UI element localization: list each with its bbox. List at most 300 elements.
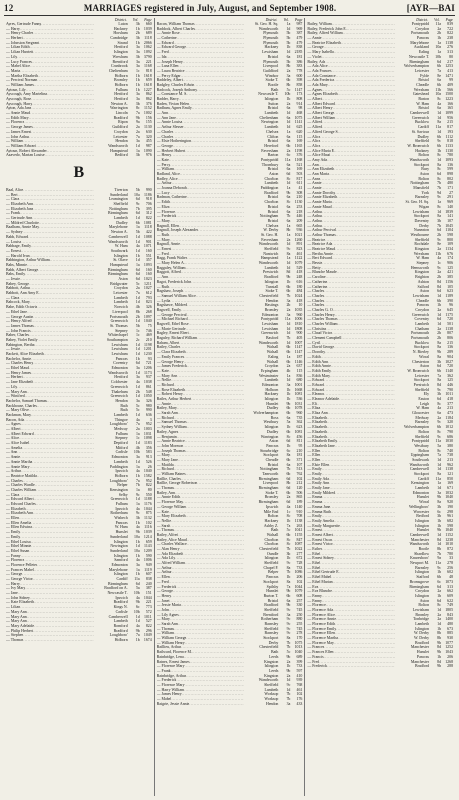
entry-district: Wandsworth (258, 26, 279, 31)
entry-name: — Mildred Charlotte (6, 220, 39, 225)
entry-volume: 7b (286, 293, 291, 298)
entry-district: Windsor (265, 73, 279, 78)
entry-name: Bailey, Alfred (156, 532, 179, 537)
entry-district: Lambeth (264, 111, 279, 116)
entry-name: — Charles Wardle (6, 483, 35, 488)
entry-name: — Annie Rose (156, 31, 180, 36)
entry-volume: 2a (437, 26, 442, 31)
entry-name: — Matilda (156, 462, 174, 467)
entry-page: 811 (296, 439, 303, 444)
entry-district: Wandsworth (258, 678, 279, 683)
entry-name: — Albert Henry (307, 106, 333, 111)
entry-page: 521 (296, 162, 303, 167)
entry-page: 102 (296, 476, 303, 481)
column-heading-district: District. (265, 18, 278, 22)
entry-volume: 10a (134, 534, 140, 539)
entry-district: Sheffield (113, 202, 128, 206)
entry-name: — Alfred (307, 120, 323, 125)
register-entry (307, 664, 453, 669)
entry-district: Plymouth (263, 40, 279, 45)
entry-page: 962 (447, 462, 454, 467)
entry-volume: 6a (286, 462, 291, 467)
entry-name: Baalham, Annie May (6, 225, 40, 230)
entry-name: — Bert Edward (307, 256, 332, 261)
entry-page: 898 (447, 172, 454, 176)
entry-name: — Ada Constance (307, 73, 336, 78)
entry-volume: 7a (135, 291, 140, 296)
entry-volume: 8a (437, 472, 442, 476)
entry-district: Holborn (265, 387, 279, 392)
entry-volume: 9b (286, 603, 291, 608)
entry-name: — Maria (6, 68, 21, 73)
entry-district: Belper (267, 570, 279, 575)
entry-volume: 1d (437, 532, 442, 537)
entry-name: — Clara (6, 492, 20, 497)
entry-district: Camberwell (108, 234, 128, 239)
entry-volume: 1a (135, 487, 140, 492)
entry-district: Hendon (266, 298, 279, 303)
entry-page: 291 (447, 195, 454, 200)
column-heading-page: Page (445, 18, 454, 22)
entry-volume: 6a (437, 411, 442, 416)
entry-district: Stockport (413, 214, 430, 219)
entry-page: 240 (145, 581, 152, 586)
entry-district: Bath (120, 408, 128, 413)
entry-name: — Emily (307, 514, 322, 519)
entry-name: — Joanna Deborah (156, 186, 187, 191)
entry-district: Bristol (267, 195, 279, 200)
entry-page: 1038 (143, 380, 152, 385)
entry-page: 3790 (143, 54, 152, 59)
entry-district: Croydon (415, 26, 430, 31)
entry-district: Hunslet (416, 650, 430, 655)
entry-name: Baillieu, Arthur (156, 645, 182, 650)
entry-district: Rochdale (414, 242, 430, 247)
entry-volume: 1b (135, 553, 140, 558)
entry-page: 590 (145, 553, 152, 558)
entry-name: — Fanny (6, 553, 21, 558)
entry-page: 1002 (143, 111, 152, 116)
entry-district: Clifton (267, 134, 279, 139)
entry-volume: 1d (135, 384, 140, 389)
entry-name: — Nellie (156, 518, 172, 523)
leader-dots (23, 638, 93, 643)
entry-name: — Charles Wallace (156, 542, 187, 547)
entry-name: Badder, Harry (156, 97, 179, 101)
entry-volume: 1a (286, 232, 291, 237)
entry-volume: 1b (135, 78, 140, 83)
entry-district: Wrexham (112, 54, 128, 59)
entry-name: — Alice (6, 436, 20, 441)
entry-page: 733 (296, 664, 303, 669)
entry-volume: 6a (286, 598, 291, 603)
entry-page: 3 (149, 417, 152, 422)
entry-volume: 8a (286, 579, 291, 584)
entry-volume: 8c (437, 176, 442, 181)
entry-page: 1027 (445, 359, 454, 364)
entry-page: 193 (447, 129, 454, 134)
entry-volume: 2a (286, 237, 291, 242)
entry-volume: 1b (135, 26, 140, 31)
entry-volume: 1c (135, 68, 140, 73)
entry-district: Stepney (115, 436, 128, 441)
entry-page: 479 (296, 36, 303, 41)
entry-volume: 1d (135, 248, 140, 253)
entry-name: — George (307, 45, 324, 50)
entry-name: — George (156, 589, 173, 594)
entry-district: Hertford (114, 375, 128, 380)
entry-district: Kensington (411, 481, 430, 486)
entry-district: Bedford (114, 153, 128, 158)
entry-volume: 7b (135, 206, 140, 211)
entry-name: — Annie Beatrice (156, 439, 185, 444)
entry-district: Lambeth (113, 412, 128, 417)
entry-page: 1198 (144, 342, 152, 347)
entry-name: Bailey, Alfred William (307, 31, 343, 36)
entry-page: 1093 (445, 157, 454, 162)
entry-district: Cardiff (417, 125, 430, 130)
entry-volume: 8d (437, 279, 442, 284)
entry-page: 612 (145, 291, 152, 296)
entry-volume: 8c (286, 200, 291, 205)
entry-volume: 11b (435, 251, 442, 256)
entry-name: — Ethel Marian (307, 579, 333, 584)
entry-name: Bachelor, Samuel Thomas (6, 398, 47, 403)
entry-volume: 3a (286, 312, 291, 317)
entry-name: — Eva (307, 584, 319, 589)
entry-page: 1500 (445, 92, 454, 97)
entry-name: — John Arthur (6, 134, 30, 139)
entry-name: — Charles (6, 478, 23, 483)
entry-name: — Francis (307, 654, 324, 659)
entry-page: 904 (447, 354, 454, 359)
entry-district: Edmonton (111, 455, 128, 460)
entry-volume: 1d (286, 378, 291, 383)
entry-page: 920 (447, 500, 454, 505)
entry-volume: 1c (135, 328, 140, 333)
entry-volume: 5a (135, 586, 140, 591)
entry-district: Lambeth (264, 181, 279, 186)
entry-name: — Ida (156, 54, 167, 59)
entry-volume: 9b (437, 664, 442, 669)
entry-name: Bailward, Florence M. (156, 650, 192, 655)
entry-district: Leicester (113, 134, 128, 139)
entry-page: 1040 (143, 319, 152, 324)
entry-district: Plymouth (263, 59, 279, 64)
entry-name: — Ada Frances (307, 68, 332, 73)
entry-page: 277 (296, 551, 303, 556)
register-entry (6, 638, 152, 643)
entry-district: Pontypridd (411, 439, 430, 444)
entry-volume: 1b (286, 97, 291, 101)
entry-name: — Frederick (156, 584, 177, 589)
entry-district: Wandsworth (108, 143, 128, 148)
entry-page: 914 (296, 101, 303, 106)
entry-volume: 9c (437, 420, 442, 425)
entry-name: — Frederick (307, 664, 328, 669)
entry-volume: 6d (437, 289, 442, 294)
entry-volume: 1a (437, 50, 442, 55)
entry-page: 891 (296, 242, 303, 247)
entry-district: Mansfield (413, 186, 430, 191)
entry-page: 952 (145, 422, 152, 427)
entry-volume: 9b (135, 115, 140, 120)
entry-page: 165 (447, 106, 454, 111)
entry-name: — Clement Campbell (307, 336, 342, 341)
entry-district: Stepney (115, 328, 128, 333)
entry-name: — Charles (307, 303, 325, 308)
entry-volume: 6b (286, 532, 291, 537)
entry-district: Bristol (267, 139, 279, 144)
entry-volume: 9c (135, 492, 140, 497)
entry-volume: 7a (135, 478, 140, 483)
entry-page: 1039 (143, 26, 152, 31)
entry-volume: 6c (437, 509, 442, 514)
entry-district: Bromsgrove (409, 579, 430, 584)
entry-district: Birmingham (108, 267, 128, 272)
entry-volume: 4a (135, 506, 140, 511)
entry-volume: 3a (135, 398, 140, 403)
entry-name: Babbington, Arthur William (6, 258, 50, 263)
entry-page: 385 (447, 275, 454, 280)
entry-district: Deptford (113, 441, 128, 446)
entry-page: 1184 (445, 415, 454, 420)
entry-page: 503 (296, 172, 303, 176)
entry-district: Sunderland (109, 534, 128, 539)
entry-name: — Edward (307, 378, 325, 383)
entry-volume: 9c (135, 511, 140, 516)
entry-page: 735 (296, 415, 303, 420)
entry-page: 289 (447, 350, 454, 355)
entry-page: 645 (447, 307, 454, 312)
entry-district: Whitechapel (108, 333, 128, 338)
entry-page: 689 (145, 31, 152, 36)
entry-page: 115 (296, 134, 303, 139)
entry-district: Birmingham (258, 486, 279, 491)
entry-volume: 6d (286, 439, 291, 444)
entry-district: Hunslet (115, 530, 128, 535)
entry-page: 1134 (445, 247, 454, 251)
entry-volume: 8b (286, 64, 291, 69)
entry-name: — George William (156, 504, 187, 509)
entry-volume: 3a (286, 382, 291, 387)
entry-volume: 9b (437, 350, 442, 355)
entry-volume: 7b (437, 186, 442, 191)
entry-volume: 5c (286, 528, 291, 533)
entry-volume: 1c (286, 509, 291, 514)
entry-volume: 1a (135, 148, 140, 153)
entry-page: 187 (296, 354, 303, 359)
entry-volume: 6d (437, 364, 442, 369)
entry-page: 880 (296, 617, 303, 622)
entry-page: 686 (447, 434, 454, 439)
entry-page: 1079 (294, 261, 303, 266)
entry-district: Prestwich (262, 270, 279, 275)
entry-district: Greenwich (110, 384, 128, 389)
entry-name: — Charles William (307, 322, 338, 326)
entry-name: — Henry James (6, 370, 32, 375)
entry-volume: 5c (135, 403, 140, 408)
entry-name: — William Edward (6, 143, 37, 148)
entry-name: — Louisa (6, 239, 22, 244)
entry-district: Croydon (415, 589, 430, 594)
entry-volume: 6a (286, 54, 291, 59)
entry-name: — Albert George (307, 111, 335, 116)
entry-volume: 10a (435, 92, 442, 97)
entry-page: 1252 (445, 645, 454, 650)
entry-name: — Ethel Susan (6, 548, 30, 553)
entry-district: W. Derby (414, 631, 430, 636)
entry-volume: 6d (437, 397, 442, 401)
entry-district: Mitford (115, 445, 128, 450)
entry-volume: 8c (286, 537, 291, 542)
entry-name: — Anne (307, 176, 321, 181)
entry-name: — Charles G. O. (307, 307, 334, 312)
entry-district: Marylebone (108, 567, 128, 572)
entry-page: 1007 (294, 340, 303, 345)
entry-district: Auckland (413, 45, 430, 50)
entry-name: — Florence Pelleter (6, 562, 38, 567)
entry-volume: 6b (437, 82, 442, 87)
entry-page: 357 (145, 258, 152, 263)
entry-page: 125 (447, 265, 454, 270)
entry-name: — William (156, 167, 175, 172)
entry-name: — Edward (156, 40, 174, 45)
entry-district: Stockport (413, 378, 430, 383)
entry-name: — Annie Mary (6, 464, 30, 469)
entry-district: Bolton (418, 448, 430, 453)
entry-name: — Florence Ada (307, 607, 334, 612)
entry-district: Medway (415, 415, 430, 420)
entry-district: Lambeth (113, 295, 128, 300)
entry-volume: 4a (135, 417, 140, 422)
entry-district: Cheltenham (259, 115, 279, 120)
entry-page: 160 (145, 272, 152, 277)
entry-volume: 1b (437, 593, 442, 598)
entry-district: Cheltenham (108, 68, 128, 73)
entry-district: Uppingham (410, 453, 430, 458)
entry-page: 762 (296, 472, 303, 476)
entry-page: 102 (145, 520, 152, 525)
entry-district: Thornbury (261, 162, 279, 167)
entry-page: 1077 (445, 640, 454, 645)
entry-page: 823 (145, 300, 152, 305)
entry-page: 238 (447, 36, 454, 41)
entry-name: — Emily (6, 534, 21, 539)
entry-page: 308 (296, 190, 303, 195)
entry-name: — Emily Frances (156, 354, 185, 359)
entry-page: 1400 (445, 617, 454, 622)
entry-volume: 6a (286, 209, 291, 214)
entry-page: 1003 (143, 427, 152, 431)
entry-page: 387 (296, 31, 303, 36)
entry-name: — Lily (6, 54, 18, 59)
entry-name: — Lucy (156, 190, 170, 195)
entry-volume: 9b (286, 190, 291, 195)
entry-name: — Clara (6, 295, 20, 300)
entry-district: Leeds (269, 668, 279, 673)
entry-volume: 6b (286, 472, 291, 476)
entry-district: Southwark (412, 457, 430, 462)
entry-volume: 2a (437, 326, 442, 331)
entry-name: — William Henry (156, 640, 185, 645)
entry-name: — Mary (156, 617, 170, 622)
entry-name: — Kate (156, 157, 169, 162)
entry-page: 1093 (143, 262, 152, 267)
entry-page: 136 (447, 345, 454, 350)
entry-page: 738 (447, 453, 454, 458)
entry-name: — Esther (307, 547, 323, 551)
entry-volume: 8c (437, 401, 442, 406)
entry-volume: 4a (437, 256, 442, 261)
entry-page: 728 (296, 561, 303, 566)
entry-page: 1175 (445, 312, 454, 317)
entry-name: — Kate (156, 368, 169, 373)
entry-district: Hertford (114, 45, 128, 50)
entry-volume: 1b (286, 518, 291, 523)
entry-page: 536 (296, 397, 303, 401)
entry-name: — Harold Ivan (6, 253, 30, 258)
entry-district: Ashton (417, 279, 430, 284)
page-number: 12 (4, 3, 14, 13)
entry-district: Bristol (267, 204, 279, 209)
entry-volume: 9c (286, 617, 291, 622)
entry-name: — Florence Martha (307, 636, 339, 641)
entry-district: Hackney (113, 26, 128, 31)
entry-page: 1035 (294, 307, 303, 312)
entry-name: Babb, Edward (6, 234, 29, 239)
entry-district: Bolton (418, 176, 430, 181)
entry-name: — Dorothy (307, 350, 326, 355)
entry-name: — James Ernest (6, 129, 32, 134)
entry-district: Dudley (266, 406, 279, 411)
entry-name: — Mary Ann (6, 609, 27, 614)
entry-district: Holborn (114, 473, 128, 478)
entry-name: Baillie, George Robertson (156, 481, 198, 486)
entry-volume: 8d (437, 284, 442, 289)
entry-volume: 9c (286, 631, 291, 636)
entry-name: — Nellie (156, 378, 172, 383)
entry-district: Chesterfield (259, 293, 279, 298)
entry-page: 1223 (445, 97, 454, 101)
entry-volume: 8c (437, 603, 442, 608)
entry-district: Liverpool (263, 64, 279, 69)
entry-volume: 7a (437, 373, 442, 378)
entry-volume: 3b (135, 101, 140, 106)
entry-page: 455 (145, 139, 152, 144)
entry-name: Azavedo, Marian Louise (6, 153, 45, 158)
entry-name: — Benjamin (156, 434, 177, 439)
entry-page: 383 (296, 64, 303, 69)
entry-volume: 1b (286, 397, 291, 401)
entry-page: 689 (296, 654, 303, 659)
entry-district: St. Thomas (110, 323, 128, 328)
entry-name: Bailey, Charles (156, 345, 181, 350)
entry-district: Lewisham (262, 326, 279, 331)
entry-district: Wolverhampton (253, 411, 279, 416)
entry-volume: 6a (286, 139, 291, 144)
entry-volume: 2b (437, 275, 442, 280)
entry-district: Chesterfield (259, 547, 279, 551)
entry-page: 268 (145, 309, 152, 314)
entry-volume: 9b (135, 628, 140, 633)
entry-page: 1201 (143, 347, 152, 352)
entry-name: — Alice Maria E. (307, 148, 336, 153)
entry-district: Bath (270, 87, 279, 92)
entry-page: 468 (296, 111, 303, 116)
entry-name: — George Percival (156, 312, 187, 317)
entry-page: 26 (147, 464, 152, 469)
